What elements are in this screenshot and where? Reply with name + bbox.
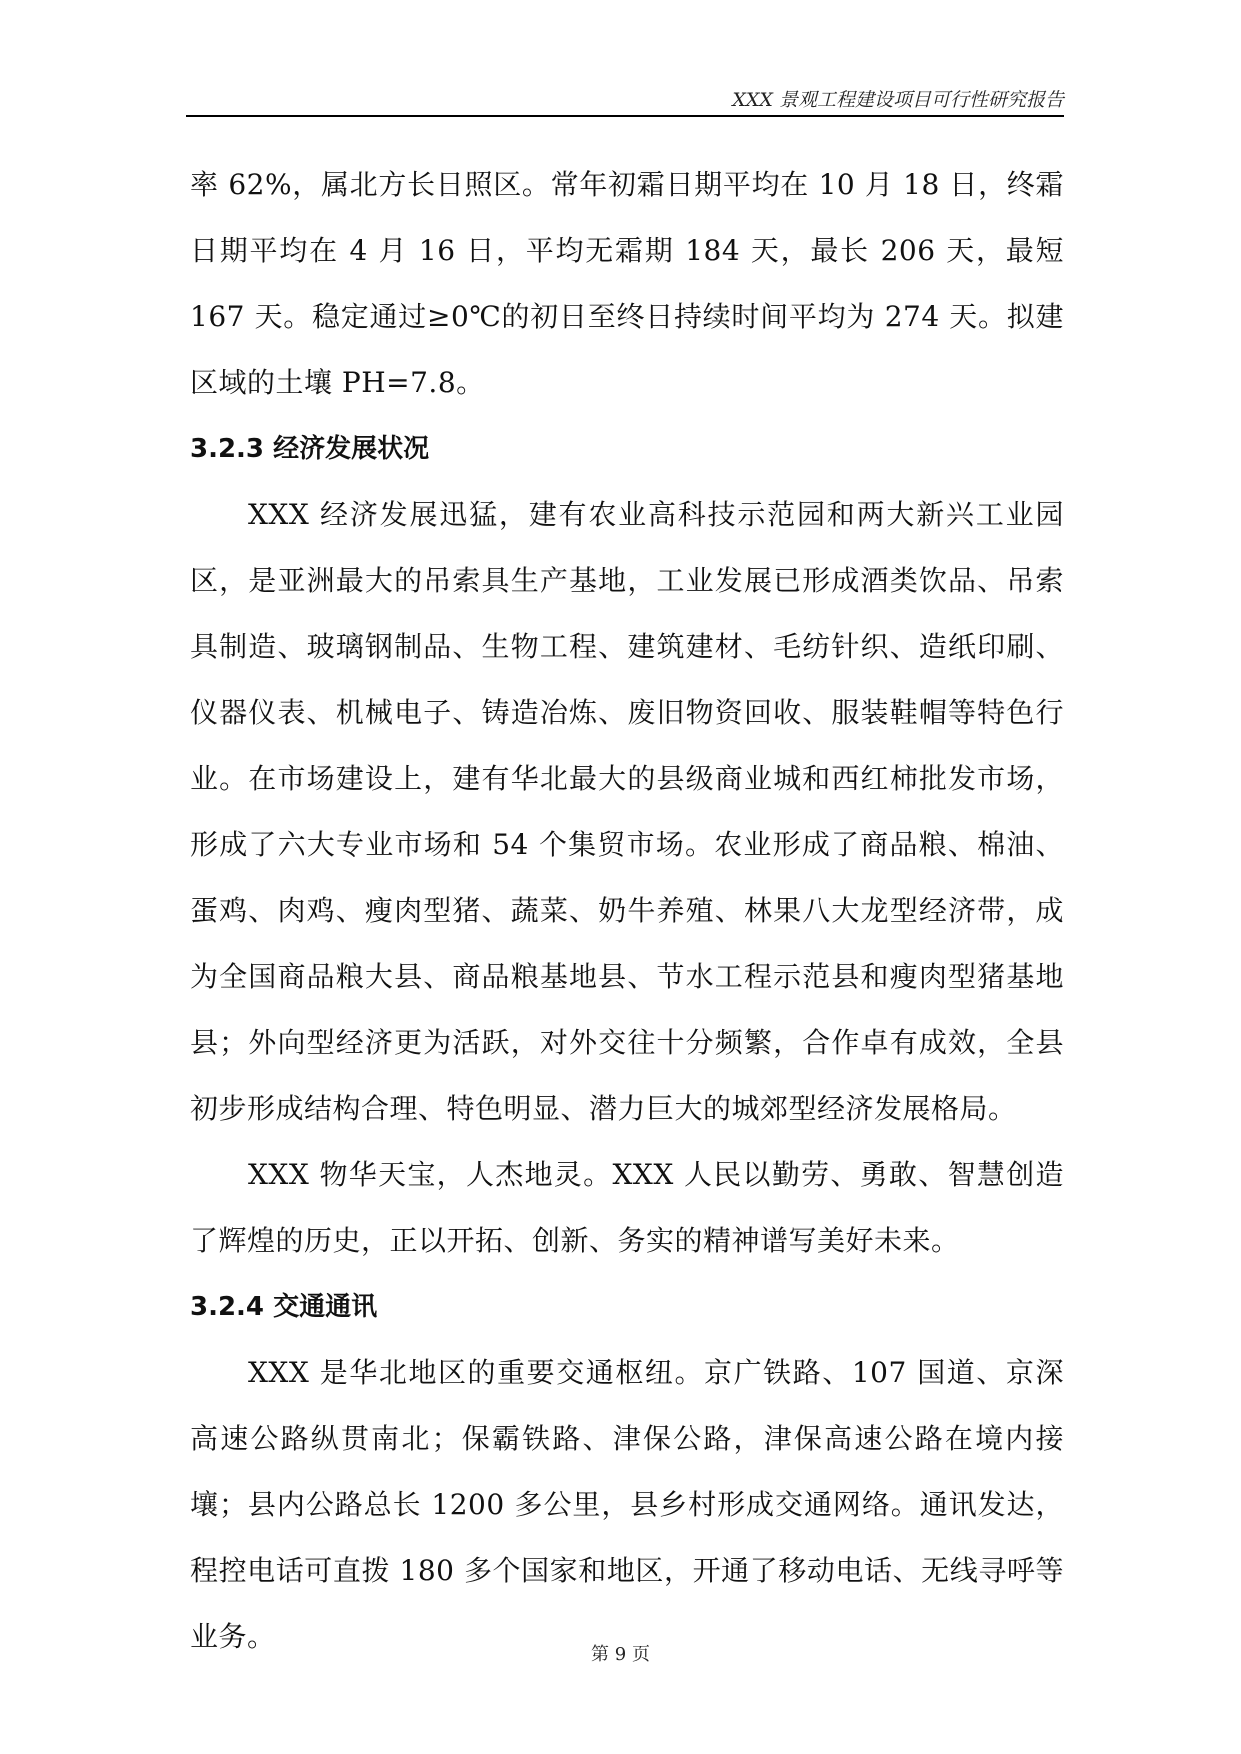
- running-header: XXX 景观工程建设项目可行性研究报告: [732, 89, 1064, 111]
- section-heading-transport: 3.2.4 交通通讯: [190, 1292, 378, 1322]
- paragraph-climate-continued: 率 62%，属北方长日照区。常年初霜日期平均在 10 月 18 日，终霜日期平均在 4 月 16 日，平均无霜期 184 天，最长 206 天，最短 167 天。稳定通过≥0℃的初日至终日持续时间平均为 274 天。拟建区域的土壤 PH=7.8。: [190, 168, 1064, 399]
- page-number: 第 9 页: [591, 1644, 650, 1665]
- section-heading-economy: 3.2.3 经济发展状况: [190, 434, 430, 464]
- document-body: [190, 152, 1064, 1670]
- paragraph-transport: XXX 是华北地区的重要交通枢纽。京广铁路、107 国道、京深高速公路纵贯南北；保霸铁路、津保公路，津保高速公路在境内接壤；县内公路总长 1200 多公里，县乡村形成交通网络。通讯发达，程控电话可直拨 180 多个国家和地区，开通了移动电话、无线寻呼等业务。: [190, 1356, 1064, 1653]
- header-rule: [186, 115, 1064, 117]
- paragraph-economy: XXX 经济发展迅猛，建有农业高科技示范园和两大新兴工业园区，是亚洲最大的吊索具生产基地，工业发展已形成酒类饮品、吊索具制造、玻璃钢制品、生物工程、建筑建材、毛纺针织、造纸印刷、仪器仪表、机械电子、铸造冶炼、废旧物资回收、服装鞋帽等特色行业。在市场建设上，建有华北最大的县级商业城和西红柿批发市场，形成了六大专业市场和 54 个集贸市场。农业形成了商品粮、棉油、蛋鸡、肉鸡、瘦肉型猪、蔬菜、奶牛养殖、林果八大龙型经济带，成为全国商品粮大县、商品粮基地县、节水工程示范县和瘦肉型猪基地县；外向型经济更为活跃，对外交往十分频繁，合作卓有成效，全县初步形成结构合理、特色明显、潜力巨大的城郊型经济发展格局。: [190, 498, 1064, 1125]
- paragraph-people: XXX 物华天宝，人杰地灵。XXX 人民以勤劳、勇敢、智慧创造了辉煌的历史，正以开拓、创新、务实的精神谱写美好未来。: [190, 1158, 1064, 1257]
